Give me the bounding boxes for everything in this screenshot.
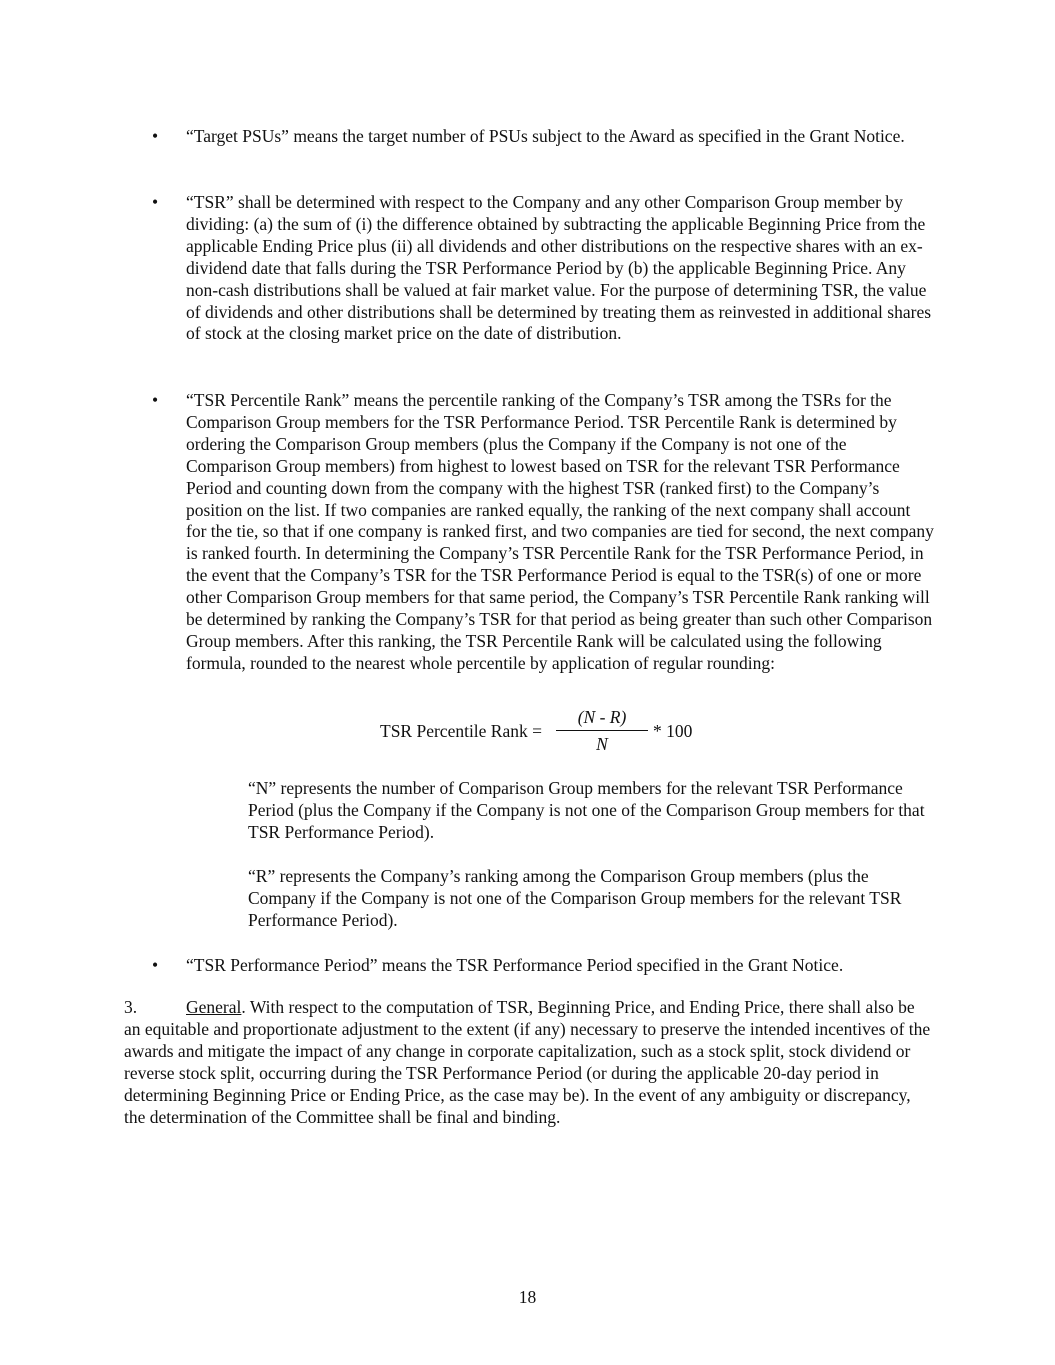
section-body: . With respect to the computation of TSR, Beginning Price, and Ending Price, there shall also be an equitable and proportionate adjustment to the extent (if any) necessary to preserve the intended incentives of the awards and mitigate the impact of any change in corporate capitalization, such as a stock split, stock dividend or reverse stock split, occurring during the TSR Performance Period (or during the applicable 20-day period in determining Beginning Price or Ending Price, as the case may be). In the event of any ambiguity or discrepancy, the determination of the Committee shall be final and binding. (124, 997, 931, 1127)
fraction-bar (556, 730, 648, 731)
variable-r-definition: “R” represents the Company’s ranking among the Comparison Group members (plus the Company if the Company is not one of the Comparison Group members for the relevant TSR Performance Period). (248, 866, 902, 930)
bullet-marker: • (152, 955, 159, 975)
section-heading: General (186, 997, 242, 1017)
section-number: 3. (124, 997, 138, 1017)
definition-text: “Target PSUs” means the target number of PSUs subject to the Award as specified in the Grant Notice. (186, 126, 905, 146)
variable-n-definition: “N” represents the number of Comparison Group members for the relevant TSR Performance Period (plus the Company if the Company is not one of the Comparison Group members for that TSR Performance Period). (248, 778, 925, 842)
page-number: 18 (518, 1287, 537, 1307)
definition-text: “TSR Percentile Rank” means the percentile ranking of the Company’s TSR among the TSRs for the Comparison Group members for the TSR Performance Period. TSR Percentile Rank is determined by ordering the Comparison Group members (plus the Company if the Company is not one of the Comparison Group members) from highest to lowest based on TSR for the relevant TSR Performance Period and counting down from the company with the highest TSR (ranked first) to the Company’s position on the list. If two companies are ranked equally, the ranking of the next company shall account for the tie, so that if one company is ranked first, and two companies are tied for second, the next company is ranked fourth. In determining the Company’s TSR Percentile Rank for the TSR Performance Period, in the event that the Company’s TSR for the TSR Performance Period is equal to the TSR(s) of one or more other Comparison Group members for that same period, the Company’s TSR Percentile Rank ranking will be determined by ranking the Company’s TSR for that period as being greater than such other Comparison Group members. After this ranking, the TSR Percentile Rank will be calculated using the following formula, rounded to the nearest whole percentile by application of regular rounding: (186, 390, 934, 673)
bullet-marker: • (152, 192, 159, 212)
definition-text: “TSR Performance Period” means the TSR Performance Period specified in the Grant Notice. (186, 955, 844, 975)
formula-multiplier: * 100 (653, 721, 693, 741)
formula-label: TSR Percentile Rank = (380, 721, 542, 741)
percentile-rank-formula (0, 707, 1055, 757)
definition-text: “TSR” shall be determined with respect to the Company and any other Comparison Group member by dividing: (a) the sum of (i) the difference obtained by subtracting the applicable Beginning Price from the applicable Ending Price plus (ii) all dividends and other distributions on the respective shares with an ex-dividend date that falls during the TSR Performance Period by (b) the applicable Beginning Price. Any non-cash distributions shall be valued at fair market value. For the purpose of determining TSR, the value of dividends and other distributions shall be determined by treating them as reinvested in additional shares of stock at the closing market price on the date of distribution. (186, 192, 932, 344)
bullet-marker: • (152, 126, 159, 146)
formula-numerator: (N - R) (577, 707, 627, 727)
formula-denominator: N (596, 734, 608, 754)
section-3-general (124, 997, 934, 1128)
bullet-marker: • (152, 390, 159, 410)
